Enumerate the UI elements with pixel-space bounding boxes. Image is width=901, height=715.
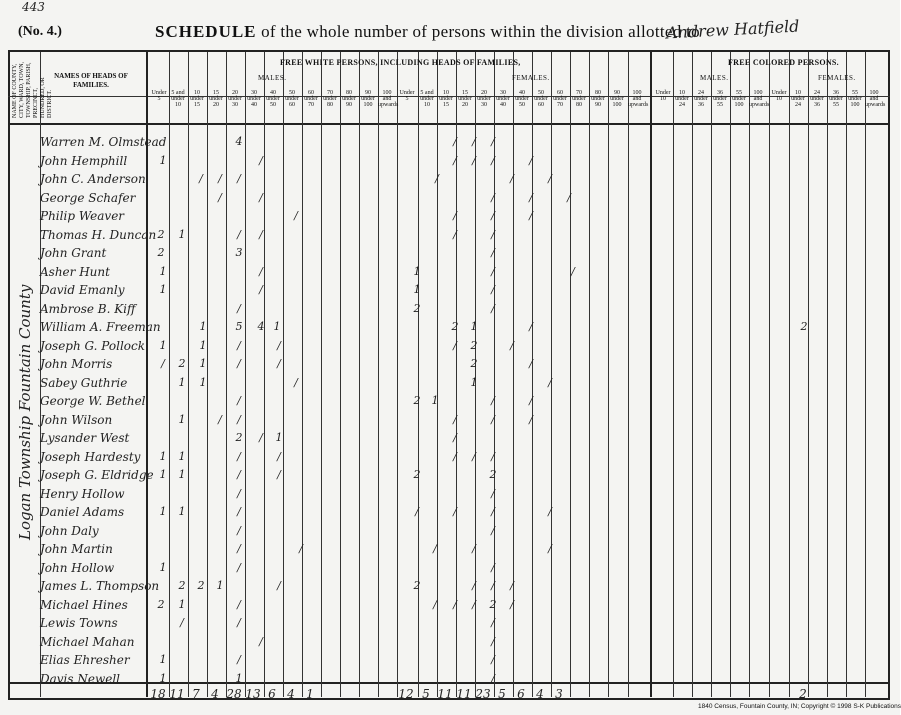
tally-mark: /	[435, 172, 439, 185]
township-label: Logan Township Fountain County	[16, 284, 34, 540]
white-persons-header: FREE WHITE PERSONS, INCLUDING HEADS OF FAMILIES,	[280, 58, 521, 67]
column-total: 6	[517, 687, 525, 701]
tally-mark: /	[529, 394, 533, 407]
tally-mark: /	[529, 209, 533, 222]
column-total: 11	[169, 687, 185, 701]
tally-mark: /	[510, 172, 514, 185]
age-column-header: 100 and upwards	[749, 90, 770, 108]
family-head-name: Michael Mahan	[40, 634, 135, 649]
age-column-header: 80 under 90	[342, 90, 356, 108]
tally-mark: 1	[159, 560, 167, 574]
tally-mark: /	[510, 597, 514, 611]
tally-mark: /	[277, 468, 281, 481]
column-total: 5	[422, 687, 430, 701]
family-head-name: John Daly	[40, 523, 99, 538]
tally-mark: /	[567, 190, 571, 204]
tally-mark: 1	[178, 412, 186, 426]
column-total: 4	[536, 687, 544, 701]
tally-mark: /	[277, 338, 281, 352]
column-rule	[264, 52, 265, 697]
age-column-header: 50 under 60	[534, 90, 548, 108]
tally-mark: /	[415, 505, 419, 518]
tally-mark: /	[491, 616, 495, 629]
tally-mark: /	[510, 579, 514, 592]
tally-mark: 1	[275, 431, 283, 444]
family-head-name: John Grant	[40, 246, 107, 260]
age-column-header: 30 under 40	[247, 90, 261, 108]
tally-mark: /	[529, 320, 533, 333]
tally-mark: /	[491, 505, 495, 518]
age-column-header: 80 under 90	[591, 90, 605, 108]
tally-mark: /	[259, 283, 263, 296]
tally-mark: /	[277, 357, 281, 370]
tally-mark: 2	[178, 357, 186, 370]
family-head-name: Joseph G. Eldridge	[40, 468, 154, 482]
tally-mark: /	[218, 412, 222, 426]
tally-mark: /	[491, 190, 495, 204]
tally-mark: /	[491, 486, 495, 500]
tally-mark: 1	[413, 283, 421, 296]
tally-mark: /	[548, 505, 552, 518]
tally-mark: /	[529, 357, 533, 370]
tally-mark: 1	[159, 153, 167, 167]
age-column-header: 55 under 100	[732, 90, 746, 108]
copyright-footer: 1840 Census, Fountain County, IN; Copyright © 1998 S-K Publications	[698, 703, 901, 710]
tally-mark: /	[259, 227, 263, 241]
tally-mark: 1	[470, 375, 478, 389]
tally-mark: /	[472, 449, 476, 463]
tally-mark: 1	[178, 227, 186, 241]
family-head-name: James L. Thompson	[40, 579, 160, 593]
white-males-header: MALES.	[258, 74, 287, 82]
age-column-header: 100 and upwards	[628, 90, 649, 108]
family-head-name: Lewis Towns	[40, 616, 118, 630]
tally-mark: /	[237, 227, 241, 241]
names-header: NAMES OF HEADS OF FAMILIES.	[54, 72, 128, 89]
tally-mark: /	[433, 597, 437, 611]
column-rule	[827, 52, 828, 697]
tally-mark: /	[472, 579, 476, 592]
tally-mark: /	[199, 172, 203, 185]
tally-mark: /	[237, 449, 241, 463]
tally-mark: 1	[159, 338, 167, 352]
column-total: 28	[226, 687, 242, 701]
family-head-name: John Morris	[40, 357, 113, 371]
column-total: 4	[211, 687, 219, 701]
tally-mark: /	[491, 671, 495, 685]
tally-mark: 2	[470, 338, 478, 352]
tally-mark: 2	[800, 320, 808, 333]
tally-mark: /	[491, 301, 495, 315]
tally-mark: 2	[489, 468, 497, 481]
tally-mark: /	[277, 579, 281, 592]
family-head-name: Asher Hunt	[40, 264, 110, 279]
column-total: 4	[287, 687, 295, 701]
column-total: 12	[398, 687, 414, 701]
colored-persons-header: FREE COLORED PERSONS.	[728, 58, 839, 67]
tally-mark: /	[299, 542, 303, 555]
family-head-name: John Hollow	[40, 560, 115, 575]
tally-mark: /	[548, 542, 552, 555]
family-head-name: Michael Hines	[40, 597, 128, 612]
tally-mark: 1	[470, 320, 478, 333]
tally-mark: /	[472, 597, 476, 611]
tally-mark: /	[237, 394, 241, 407]
family-head-name: John C. Anderson	[40, 172, 146, 186]
column-rule	[378, 52, 379, 697]
tally-mark: 2	[451, 320, 459, 333]
tally-mark: 2	[413, 579, 421, 592]
tally-mark: /	[237, 338, 241, 352]
tally-mark: /	[529, 153, 533, 167]
family-head-name: John Martin	[40, 542, 113, 556]
tally-mark: /	[548, 375, 552, 389]
tally-mark: 2	[470, 357, 478, 370]
tally-mark: /	[453, 505, 457, 518]
age-column-header: 90 under 100	[610, 90, 624, 108]
tally-mark: 2	[413, 394, 421, 407]
column-rule	[749, 52, 750, 697]
column-total: 6	[268, 687, 276, 701]
column-rule	[589, 52, 590, 697]
column-rule	[302, 52, 303, 697]
column-rule	[711, 52, 712, 697]
tally-mark: 2	[413, 468, 421, 481]
tally-mark: /	[294, 375, 298, 389]
column-total: 5	[498, 687, 506, 701]
age-column-header: Under 10	[655, 90, 671, 102]
tally-mark: /	[491, 227, 495, 241]
schedule-title	[155, 22, 700, 42]
tally-mark: /	[161, 357, 165, 370]
tally-mark: /	[491, 153, 495, 167]
tally-mark: 1	[413, 264, 421, 278]
family-head-name: Warren M. Olmstead	[40, 135, 167, 149]
tally-mark: 1	[159, 671, 167, 685]
column-total: 11	[437, 687, 453, 701]
age-column-header: 40 under 50	[515, 90, 529, 108]
tally-mark: /	[491, 579, 495, 592]
column-rule	[532, 52, 533, 697]
family-head-name: Sabey Guthrie	[40, 375, 128, 390]
tally-mark: /	[491, 523, 495, 537]
tally-mark: /	[453, 227, 457, 241]
age-column-header: 5 and under 10	[171, 90, 185, 108]
tally-mark: 1	[199, 375, 207, 389]
white-females-header: FEMALES.	[512, 74, 550, 82]
tally-mark: /	[237, 616, 241, 629]
column-rule	[789, 52, 790, 697]
tally-mark: /	[472, 135, 476, 148]
tally-mark: 2	[235, 431, 243, 444]
tally-mark: 1	[178, 375, 186, 389]
tally-mark: /	[491, 135, 495, 148]
age-column-header: 55 under 100	[848, 90, 862, 108]
family-head-name: Davis Newell	[40, 671, 121, 686]
tally-mark: /	[491, 634, 495, 648]
tally-mark: /	[453, 597, 457, 611]
family-head-name: Thomas H. Duncan	[40, 227, 157, 242]
column-total: 11	[456, 687, 472, 701]
family-head-name: Joseph G. Pollock	[40, 338, 146, 353]
tally-mark: /	[237, 486, 241, 500]
tally-mark: 1	[178, 449, 186, 463]
tally-mark: /	[259, 264, 263, 278]
age-column-header: 40 under 50	[266, 90, 280, 108]
column-total: 23	[475, 687, 491, 701]
tally-mark: /	[180, 616, 184, 629]
tally-mark: 1	[273, 320, 281, 333]
family-head-name: Daniel Adams	[40, 505, 125, 519]
age-column-header: 60 under 70	[553, 90, 567, 108]
column-rule	[865, 52, 866, 697]
column-total: 13	[245, 687, 261, 701]
column-rule	[730, 52, 731, 697]
tally-mark: /	[237, 468, 241, 481]
tally-mark: 3	[235, 246, 243, 259]
tally-mark: /	[218, 172, 222, 185]
tally-mark: /	[491, 412, 495, 426]
age-column-header: Under 5	[151, 90, 167, 102]
tally-mark: /	[237, 597, 241, 611]
family-head-name: John Hemphill	[40, 153, 128, 168]
tally-mark: /	[237, 301, 241, 315]
age-column-header: 100 and upwards	[378, 90, 399, 108]
column-total: 7	[192, 687, 200, 701]
age-column-header: 60 under 70	[304, 90, 318, 108]
tally-mark: 1	[178, 505, 186, 518]
tally-mark: /	[237, 542, 241, 555]
tally-mark: /	[237, 505, 241, 518]
age-column-header: 90 under 100	[361, 90, 375, 108]
column-total: 1	[306, 687, 314, 701]
tally-mark: /	[237, 523, 241, 537]
tally-mark: /	[453, 153, 457, 167]
tally-mark: 1	[216, 579, 224, 592]
tally-mark: /	[571, 264, 575, 278]
age-column-header: Under 5	[399, 90, 415, 102]
age-column-header: 10 under 24	[675, 90, 689, 108]
column-rule	[207, 52, 208, 697]
tally-mark: /	[433, 542, 437, 555]
family-head-name: George Schafer	[40, 190, 136, 205]
tally-mark: /	[453, 412, 457, 426]
family-head-name: David Emanly	[40, 283, 125, 297]
page-number: 443	[22, 0, 45, 14]
tally-mark: /	[529, 412, 533, 426]
tally-mark: 1	[178, 597, 186, 611]
column-rule	[769, 52, 770, 697]
handwritten-place: Andrew Hatfield	[665, 16, 800, 43]
side-header: NAME OF COUNTY, CITY, WARD, TOWN, TOWNSHIP, PARISH, PRECINCT, HUNDRED, OR DISTRICT.	[12, 61, 53, 118]
column-rule	[397, 52, 398, 697]
age-column-header: 15 under 20	[209, 90, 223, 108]
column-total: 3	[555, 687, 563, 701]
age-column-header: 36 under 55	[713, 90, 727, 108]
tally-mark: 1	[159, 468, 167, 481]
tally-mark: /	[237, 412, 241, 426]
age-column-header: 100 and upwards	[865, 90, 886, 108]
age-column-header: 70 under 80	[323, 90, 337, 108]
tally-mark: 1	[159, 653, 167, 666]
tally-mark: /	[259, 190, 263, 204]
age-column-header: 15 under 20	[458, 90, 472, 108]
tally-mark: /	[453, 449, 457, 463]
tally-mark: /	[259, 634, 263, 648]
column-rule	[418, 52, 419, 697]
tally-mark: /	[548, 172, 552, 185]
family-head-name: William A. Freeman	[40, 320, 161, 334]
family-head-name: Elias Ehresher	[40, 653, 130, 667]
tally-mark: /	[294, 209, 298, 222]
tally-mark: /	[453, 209, 457, 222]
age-column-header: 20 under 30	[477, 90, 491, 108]
column-rule	[551, 52, 552, 697]
tally-mark: /	[453, 338, 457, 352]
tally-mark: /	[491, 449, 495, 463]
family-head-name: George W. Bethel	[40, 394, 146, 408]
age-column-header: 24 under 36	[810, 90, 824, 108]
column-rule	[169, 52, 170, 697]
tally-mark: 1	[431, 394, 439, 407]
tally-mark: 1	[159, 264, 167, 278]
tally-mark: 2	[157, 246, 165, 259]
column-rule	[628, 52, 629, 697]
tally-mark: 2	[157, 597, 165, 611]
age-column-header: 10 under 15	[439, 90, 453, 108]
column-total: 18	[150, 687, 166, 701]
tally-mark: 1	[199, 320, 207, 333]
column-rule	[608, 52, 609, 697]
age-column-header: 30 under 40	[496, 90, 510, 108]
tally-mark: /	[218, 190, 222, 204]
tally-mark: 2	[178, 579, 186, 592]
age-column-header: 70 under 80	[572, 90, 586, 108]
family-head-name: John Wilson	[40, 412, 113, 427]
tally-mark: /	[491, 209, 495, 222]
age-column-header: 20 under 30	[228, 90, 242, 108]
tally-mark: /	[453, 431, 457, 444]
tally-mark: /	[491, 283, 495, 296]
tally-mark: 2	[197, 579, 205, 592]
colored-females-header: FEMALES.	[818, 74, 856, 82]
tally-mark: /	[237, 172, 241, 185]
column-rule	[673, 52, 674, 697]
column-rule	[321, 52, 322, 697]
tally-mark: /	[491, 560, 495, 574]
tally-mark: /	[277, 449, 281, 463]
colored-males-header: MALES.	[700, 74, 729, 82]
column-rule	[570, 52, 571, 697]
family-head-name: Joseph Hardesty	[40, 449, 141, 464]
tally-mark: /	[472, 542, 476, 555]
title-rest: of the whole number of persons within the division allotted to	[261, 22, 700, 41]
tally-mark: /	[491, 394, 495, 407]
tally-mark: 5	[235, 320, 243, 333]
tally-mark: /	[237, 653, 241, 666]
family-head-name: Henry Hollow	[40, 486, 125, 501]
tally-mark: /	[237, 357, 241, 370]
tally-mark: /	[237, 560, 241, 574]
age-column-header: 10 under 24	[791, 90, 805, 108]
age-column-header: 5 and under 10	[420, 90, 434, 108]
column-rule	[226, 52, 227, 697]
column-total: 2	[799, 687, 807, 701]
tally-mark: /	[491, 246, 495, 259]
age-column-header: 10 under 15	[190, 90, 204, 108]
column-rule	[808, 52, 809, 697]
tally-mark: 1	[159, 505, 167, 518]
tally-mark: /	[491, 264, 495, 278]
family-head-name: Philip Weaver	[40, 209, 125, 223]
tally-mark: /	[472, 153, 476, 167]
tally-mark: 2	[489, 597, 497, 611]
age-column-header: 50 under 60	[285, 90, 299, 108]
tally-mark: 4	[257, 320, 265, 333]
column-rule	[340, 52, 341, 697]
tally-mark: 4	[235, 135, 243, 148]
family-head-name: Ambrose B. Kiff	[40, 301, 136, 316]
title-bold: SCHEDULE	[155, 22, 257, 41]
tally-mark: /	[491, 653, 495, 666]
age-column-header: 24 under 36	[694, 90, 708, 108]
tally-mark: 1	[235, 671, 243, 685]
schedule-number: (No. 4.)	[18, 24, 62, 39]
column-rule	[283, 52, 284, 697]
tally-mark: /	[259, 431, 263, 444]
tally-mark: /	[259, 153, 263, 167]
column-rule	[846, 52, 847, 697]
tally-mark: /	[453, 135, 457, 148]
colored-divider-rule	[650, 52, 652, 697]
tally-mark: 2	[413, 301, 421, 315]
tally-mark: 1	[178, 468, 186, 481]
tally-mark: /	[510, 338, 514, 352]
tally-mark: /	[529, 190, 533, 204]
tally-mark: 1	[159, 283, 167, 296]
tally-mark: 1	[159, 449, 167, 463]
age-column-header: 36 under 55	[829, 90, 843, 108]
family-head-name: Lysander West	[40, 431, 130, 445]
tally-mark: 2	[157, 227, 165, 241]
tally-mark: 1	[199, 357, 207, 370]
age-column-header: Under 10	[771, 90, 787, 102]
tally-mark: 1	[199, 338, 207, 352]
header-bottom-rule	[8, 123, 890, 125]
column-rule	[692, 52, 693, 697]
totals-rule	[8, 682, 890, 684]
column-rule	[359, 52, 360, 697]
